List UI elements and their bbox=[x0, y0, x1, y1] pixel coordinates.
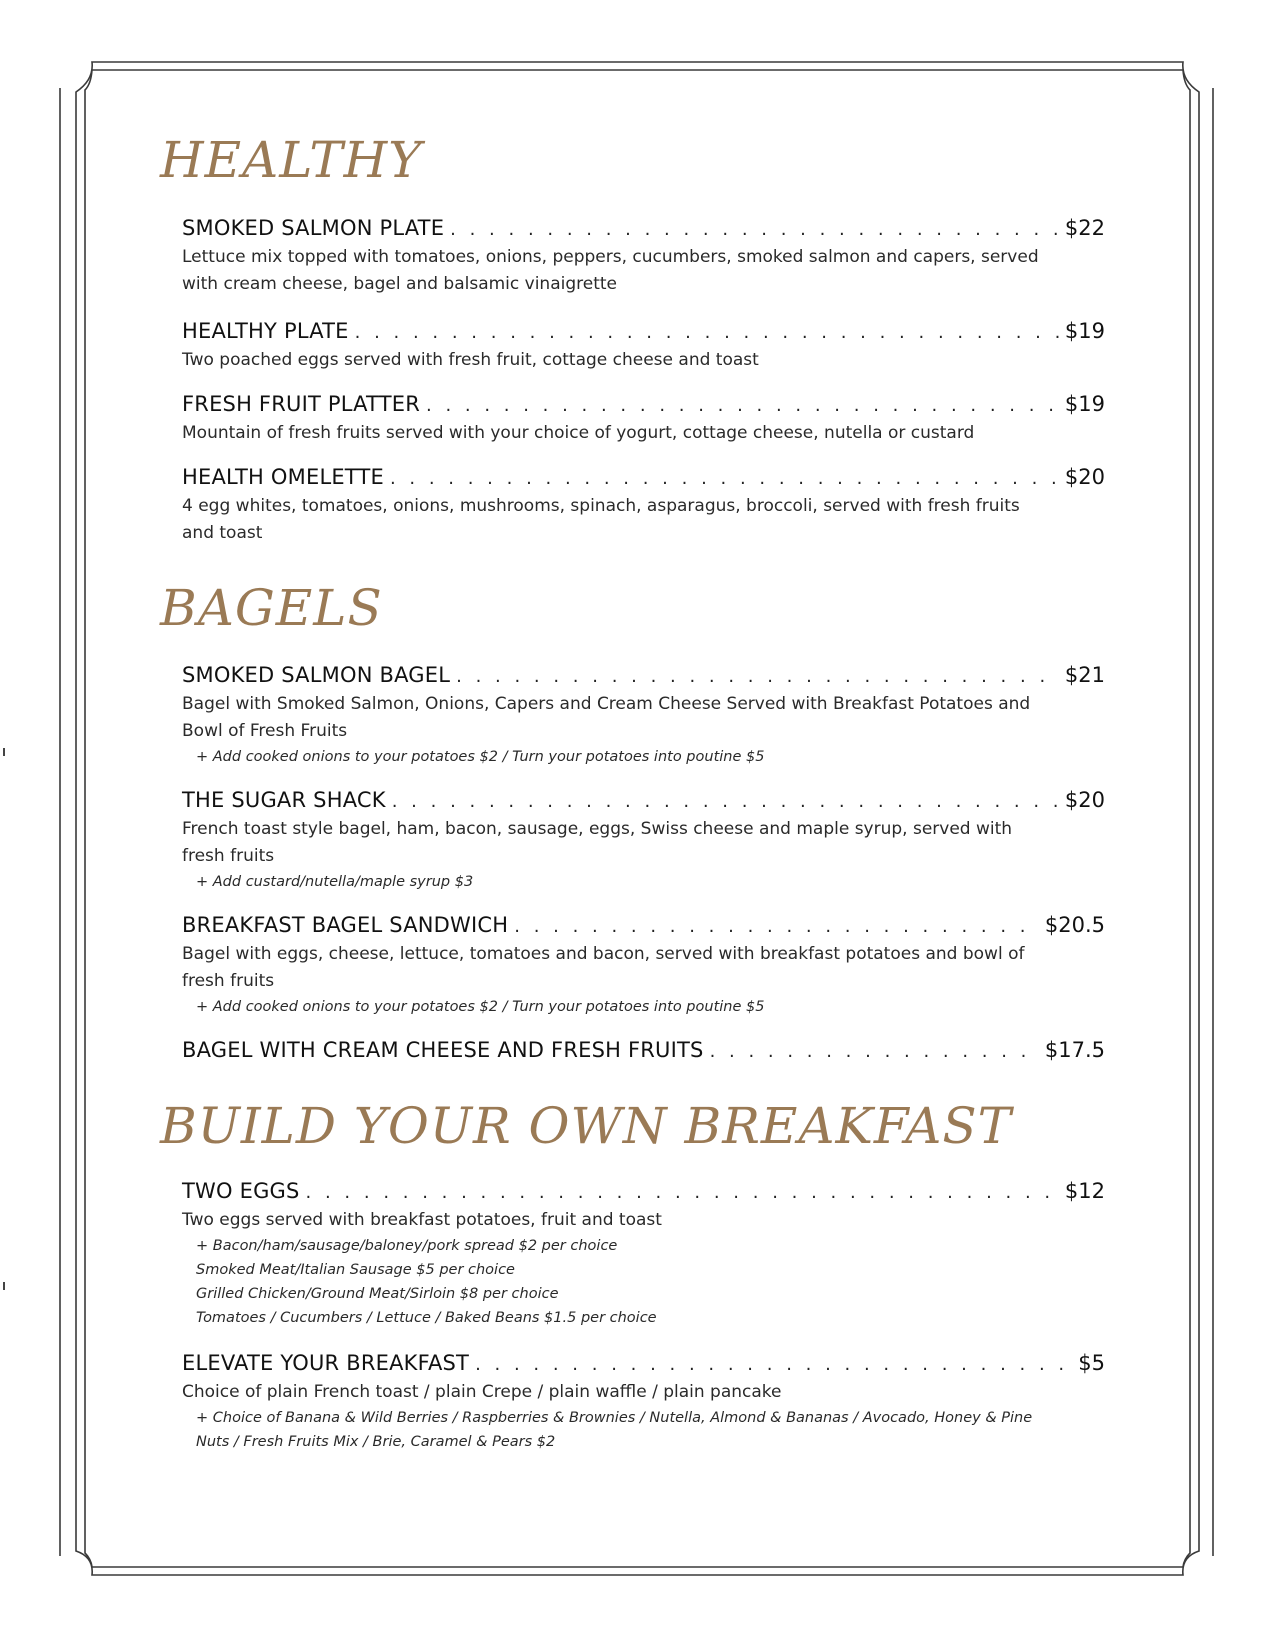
item-price: $20.5 bbox=[1044, 913, 1105, 937]
dot-leader bbox=[306, 1179, 1059, 1207]
item-price: $5 bbox=[1078, 1351, 1105, 1375]
item-price: $22 bbox=[1064, 216, 1105, 240]
item-name: SMOKED SALMON BAGEL bbox=[182, 663, 451, 687]
item-name: HEALTHY PLATE bbox=[182, 319, 349, 343]
item-price: $20 bbox=[1064, 788, 1105, 812]
item-description: Two eggs served with breakfast potatoes, fruit and toast bbox=[182, 1210, 662, 1230]
dot-leader bbox=[450, 216, 1059, 244]
item-description: French toast style bagel, ham, bacon, sausage, eggs, Swiss cheese and maple syrup, served with fresh fruits bbox=[182, 819, 1013, 866]
item-addon bbox=[182, 995, 1046, 1019]
item-addon bbox=[182, 1234, 1046, 1330]
section-healthy bbox=[160, 130, 1105, 190]
menu-item bbox=[182, 661, 1105, 769]
addon-line: Tomatoes / Cucumbers / Lettuce / Baked Beans $1.5 per choice bbox=[196, 1310, 657, 1326]
item-addon bbox=[182, 870, 1046, 894]
dot-leader bbox=[426, 392, 1059, 420]
menu-item bbox=[182, 786, 1105, 894]
dot-leader bbox=[456, 663, 1059, 691]
item-name: BAGEL WITH CREAM CHEESE AND FRESH FRUITS bbox=[182, 1038, 704, 1062]
item-description: Mountain of fresh fruits served with your choice of yogurt, cottage cheese, nutella or custard bbox=[182, 423, 975, 443]
item-name: BREAKFAST BAGEL SANDWICH bbox=[182, 913, 509, 937]
item-name: THE SUGAR SHACK bbox=[182, 788, 386, 812]
addon-line: + Add cooked onions to your potatoes $2 / Turn your potatoes into poutine $5 bbox=[196, 999, 765, 1015]
item-name: TWO EGGS bbox=[182, 1179, 300, 1203]
item-name: ELEVATE YOUR BREAKFAST bbox=[182, 1351, 470, 1375]
item-description: 4 egg whites, tomatoes, onions, mushrooms, spinach, asparagus, broccoli, served with fresh fruits and toast bbox=[182, 496, 1020, 543]
dot-leader bbox=[514, 913, 1039, 941]
menu-item bbox=[182, 317, 1105, 374]
addon-line: Grilled Chicken/Ground Meat/Sirloin $8 per choice bbox=[196, 1286, 559, 1302]
item-name: SMOKED SALMON PLATE bbox=[182, 216, 445, 240]
addon-line: + Choice of Banana & Wild Berries / Raspberries & Brownies / Nutella, Almond & Bananas / Avocado, Honey & Pine Nuts / Fresh Fruits Mix / Brie, Caramel & Pears $2 bbox=[196, 1410, 1033, 1450]
menu-item bbox=[182, 214, 1105, 298]
menu-item bbox=[182, 390, 1105, 447]
item-description: Bagel with eggs, cheese, lettuce, tomatoes and bacon, served with breakfast potatoes and bowl of fresh fruits bbox=[182, 944, 1025, 991]
scan-mark bbox=[3, 748, 5, 756]
item-price: $20 bbox=[1064, 465, 1105, 489]
addon-line: + Add cooked onions to your potatoes $2 / Turn your potatoes into poutine $5 bbox=[196, 749, 765, 765]
menu-item bbox=[182, 1349, 1105, 1454]
item-price: $17.5 bbox=[1044, 1038, 1105, 1062]
dot-leader bbox=[392, 788, 1059, 816]
menu-item bbox=[182, 1177, 1105, 1330]
item-price: $19 bbox=[1064, 392, 1105, 416]
item-description: Bagel with Smoked Salmon, Onions, Capers and Cream Cheese Served with Breakfast Potatoes and Bowl of Fresh Fruits bbox=[182, 694, 1031, 741]
dot-leader bbox=[475, 1351, 1072, 1379]
item-description: Lettuce mix topped with tomatoes, onions, peppers, cucumbers, smoked salmon and capers, served with cream cheese, bagel and balsamic vinaigrette bbox=[182, 247, 1039, 294]
menu-item bbox=[182, 911, 1105, 1019]
dot-leader bbox=[390, 465, 1059, 493]
section-title: HEALTHY bbox=[160, 131, 423, 189]
addon-line: + Add custard/nutella/maple syrup $3 bbox=[196, 874, 474, 890]
item-addon bbox=[182, 745, 1046, 769]
item-price: $21 bbox=[1064, 663, 1105, 687]
menu-item bbox=[182, 1036, 1105, 1066]
dot-leader bbox=[710, 1038, 1039, 1066]
addon-line: Smoked Meat/Italian Sausage $5 per choice bbox=[196, 1262, 515, 1278]
section-title: BAGELS bbox=[160, 579, 383, 637]
item-price: $12 bbox=[1064, 1179, 1105, 1203]
section-title: BUILD YOUR OWN BREAKFAST bbox=[160, 1097, 1012, 1155]
dot-leader bbox=[355, 319, 1059, 347]
item-description: Choice of plain French toast / plain Crepe / plain waffle / plain pancake bbox=[182, 1382, 782, 1402]
item-price: $19 bbox=[1064, 319, 1105, 343]
menu-item bbox=[182, 463, 1105, 547]
section-bagels bbox=[160, 578, 1105, 638]
item-description: Two poached eggs served with fresh fruit, cottage cheese and toast bbox=[182, 350, 759, 370]
item-addon bbox=[182, 1406, 1046, 1454]
item-name: FRESH FRUIT PLATTER bbox=[182, 392, 420, 416]
scan-mark bbox=[3, 1282, 5, 1290]
item-name: HEALTH OMELETTE bbox=[182, 465, 384, 489]
addon-line: + Bacon/ham/sausage/baloney/pork spread $2 per choice bbox=[196, 1238, 618, 1254]
section-build-your-own-breakfast bbox=[160, 1096, 1105, 1156]
